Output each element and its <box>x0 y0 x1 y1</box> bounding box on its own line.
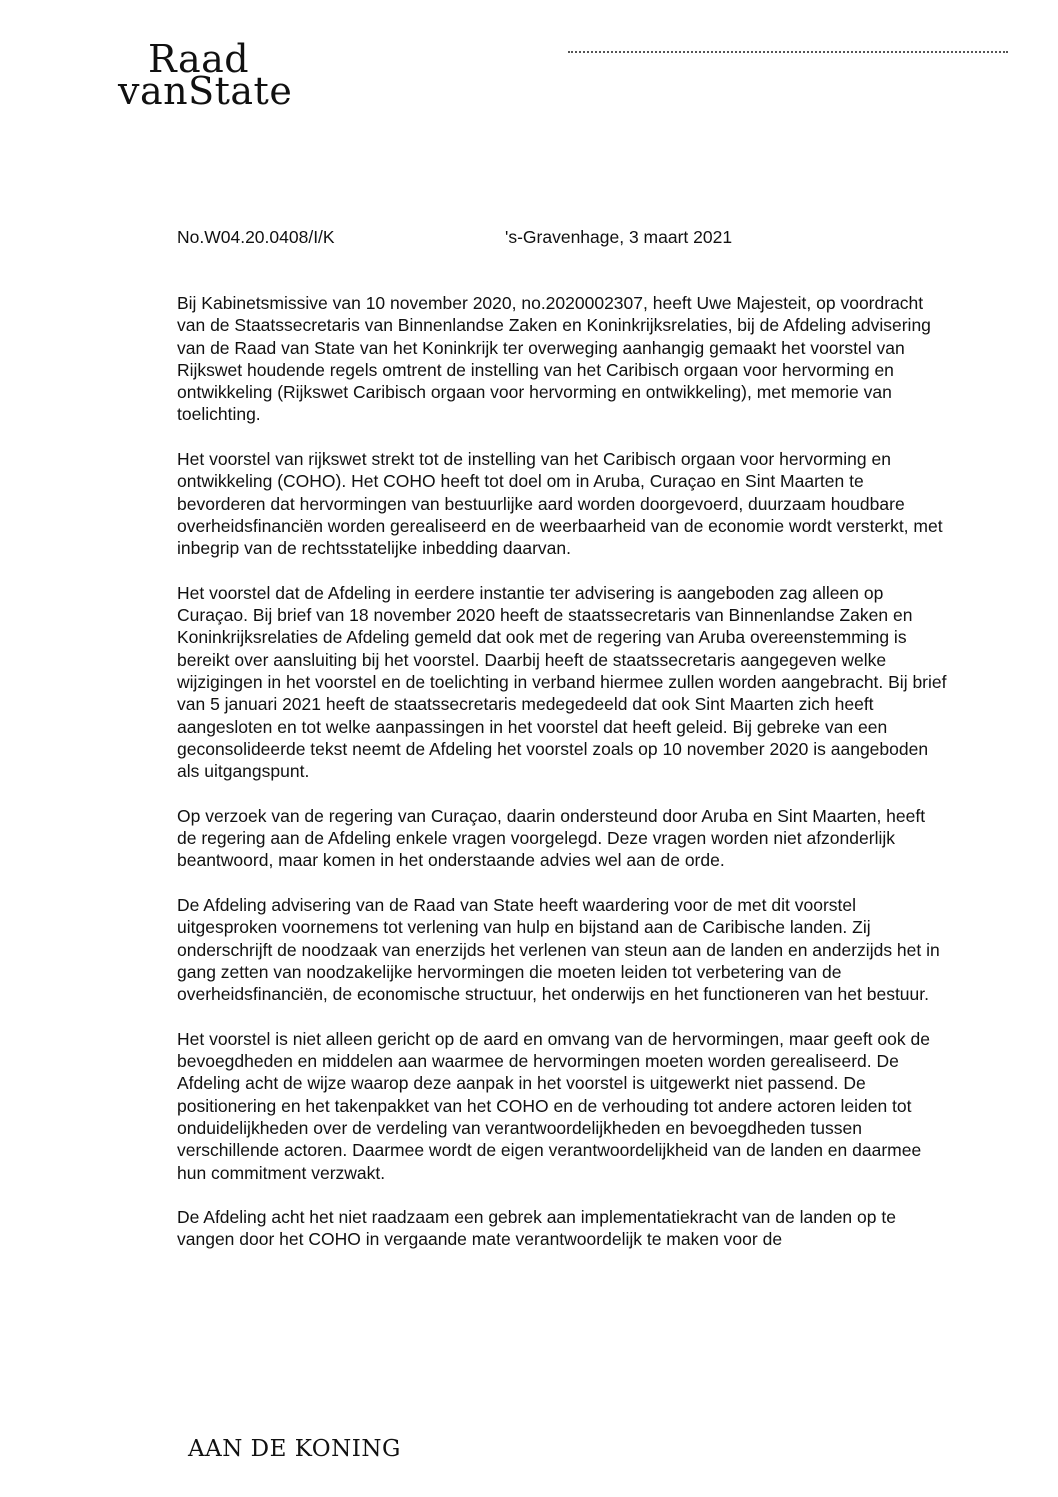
paragraph-2: Het voorstel van rijkswet strekt tot de instelling van het Caribisch orgaan voor hervorming en ontwikkeling (COHO). Het COHO heeft tot doel om in Aruba, Curaçao en Sint Maarten te bevorderen dat hervormingen van bestuurlijke aard worden doorgevoerd, duurzaam houdbare overheidsfinanciën worden gerealiseerd en de weerbaarheid van de economie wordt versterkt, met inbegrip van de rechtsstatelijke inbedding daarvan. <box>177 449 943 559</box>
logo-line-raad: Raad <box>148 37 250 81</box>
reference-number: No.W04.20.0408/I/K <box>177 227 335 247</box>
paragraph-5: De Afdeling advisering van de Raad van State heeft waardering voor de met dit voorstel uitgesproken voornemens tot verlening van hulp en bijstand aan de Caribische landen. Zij onderschrijft de noodzaak van enerzijds het verlenen van steun aan de landen en anderzijds het in gang zetten van noodzakelijke hervormingen die moeten leiden tot verbetering van de overheidsfinanciën, de economische structuur, het onderwijs en het functioneren van het bestuur. <box>177 895 940 1005</box>
paragraph-3: Het voorstel dat de Afdeling in eerdere instantie ter advisering is aangeboden zag alleen op Curaçao. Bij brief van 18 november 2020 heeft de staatssecretaris van Binnenlandse Zaken en Koninkrijksrelaties de Afdeling gemeld dat ook met de regering van Aruba overeenstemming is bereikt over aansluiting bij het voorstel. Daarbij heeft de staatssecretaris aangegeven welke wijzigingen in het voorstel en de toelichting in verband hiermee zullen worden aangebracht. Bij brief van 5 januari 2021 heeft de staatssecretaris medegedeeld dat ook Sint Maarten zich heeft aangesloten en tot welke aanpassingen in het voorstel dat heeft geleid. Bij gebreke van een geconsolideerde tekst neemt de Afdeling het voorstel zoals op 10 november 2020 is aangeboden als uitgangspunt. <box>177 582 947 782</box>
addressee-footer: AAN DE KONING <box>188 1436 401 1462</box>
paragraph-7: De Afdeling acht het niet raadzaam een gebrek aan implementatiekracht van de landen op te vangen door het COHO in vergaande mate verantwoordelijk te maken voor de <box>177 1207 896 1250</box>
letter-body <box>177 292 947 1273</box>
raad-van-state-logo <box>118 37 293 113</box>
place-date: 's-Gravenhage, 3 maart 2021 <box>505 227 733 247</box>
header-dotted-line <box>568 51 1008 53</box>
logo-line-van-state: vanState <box>118 69 293 113</box>
paragraph-1: Bij Kabinetsmissive van 10 november 2020, no.2020002307, heeft Uwe Majesteit, op voordracht van de Staatssecretaris van Binnenlandse Zaken en Koninkrijksrelaties, bij de Afdeling advisering van de Raad van State van het Koninkrijk ter overweging aanhangig gemaakt het voorstel van Rijkswet houdende regels omtrent de instelling van het Caribisch orgaan voor hervorming en ontwikkeling (Rijkswet Caribisch orgaan voor hervorming en ontwikkeling), met memorie van toelichting. <box>177 293 931 425</box>
paragraph-4: Op verzoek van de regering van Curaçao, daarin ondersteund door Aruba en Sint Maarten, heeft de regering aan de Afdeling enkele vragen voorgelegd. Deze vragen worden niet afzonderlijk beantwoord, maar komen in het onderstaande advies wel aan de orde. <box>177 805 926 871</box>
paragraph-6: Het voorstel is niet alleen gericht op de aard en omvang van de hervormingen, maar geeft ook de bevoegdheden en middelen aan waarmee de hervormingen moeten worden gerealiseerd. De Afdeling acht de wijze waarop deze aanpak in het voorstel is uitgewerkt niet passend. De positionering en het takenpakket van het COHO en de verhouding tot andere actoren leiden tot onduidelijkheden over de verdeling van verantwoordelijkheden en bevoegdheden tussen verschillende actoren. Daarmee wordt de eigen verantwoordelijkheid van de landen en daarmee hun commitment verzwakt. <box>177 1028 930 1183</box>
